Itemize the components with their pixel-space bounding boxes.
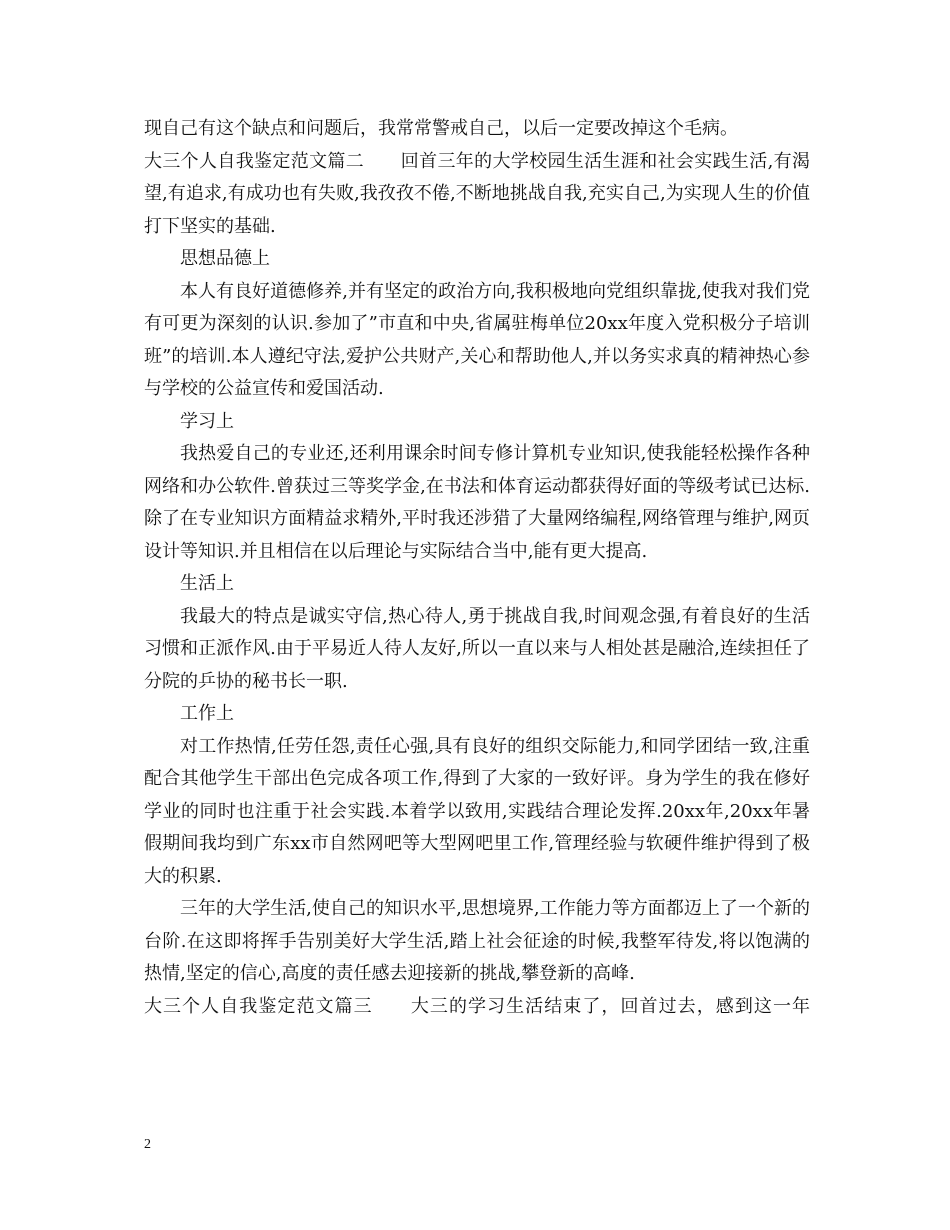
heading-study: 学习上 <box>180 410 234 432</box>
paragraph-section-three-intro: 大三个人自我鉴定范文篇三 大三的学习生活结束了，回首过去，感到这一年 <box>144 995 810 1017</box>
heading-life: 生活上 <box>180 573 234 594</box>
paragraph-study: 我热爱自己的专业还,还利用课余时间专修计算机专业知识,使我能轻松操作各种网络和办公软件.曾获过三等奖学金,在书法和体育运动都获得好面的等级考试已达标.除了在专业知识方面精益求精外,平时我还涉猎了大量网络编程,网络管理与维护,网页设计等知识.并且相信在以后理论与实际结合当中,能有更大提高. <box>144 443 810 562</box>
document-body <box>144 113 810 1023</box>
paragraph-summary: 三年的大学生活,使自己的知识水平,思想境界,工作能力等方面都迈上了一个新的台阶.在这即将挥手告别美好大学生活,踏上社会征途的时候,我整军待发,将以饱满的热情,坚定的信心,高度的责任感去迎接新的挑战,攀登新的高峰. <box>144 898 810 984</box>
paragraph-work: 对工作热情,任劳任怨,责任心强,具有良好的组织交际能力,和同学团结一致,注重配合其他学生干部出色完成各项工作,得到了大家的一致好评。身为学生的我在修好学业的同时也注重于社会实践.本着学以致用,实践结合理论发挥.20xx年,20xx年暑假期间我均到广东xx市自然网吧等大型网吧里工作,管理经验与软硬件维护得到了极大的积累. <box>144 735 810 887</box>
heading-work: 工作上 <box>180 703 234 724</box>
paragraph-life: 我最大的特点是诚实守信,热心待人,勇于挑战自我,时间观念强,有着良好的生活习惯和正派作风.由于平易近人待人友好,所以一直以来与人相处甚是融洽,连续担任了分院的乒协的秘书长一职. <box>144 605 810 692</box>
paragraph-continuation: 现自己有这个缺点和问题后，我常常警戒自己，以后一定要改掉这个毛病。 <box>144 118 738 139</box>
paragraph-moral-character: 本人有良好道德修养,并有坚定的政治方向,我积极地向党组织靠拢,使我对我们党有可更为深刻的认识.参加了”市直和中央,省属驻梅单位20xx年度入党积极分子培训班”的培训.本人遵纪守法,爱护公共财产,关心和帮助他人,并以务实求真的精神热心参与学校的公益宣传和爱国活动. <box>144 280 810 399</box>
paragraph-section-two-intro: 大三个人自我鉴定范文篇二 回首三年的大学校园生活生涯和社会实践生活,有渴望,有追求,有成功也有失败,我孜孜不倦,不断地挑战自我,充实自己,为实现人生的价值打下坚实的基础. <box>144 150 810 237</box>
page-number: 2 <box>144 1137 151 1152</box>
heading-moral-character: 思想品德上 <box>180 248 270 269</box>
